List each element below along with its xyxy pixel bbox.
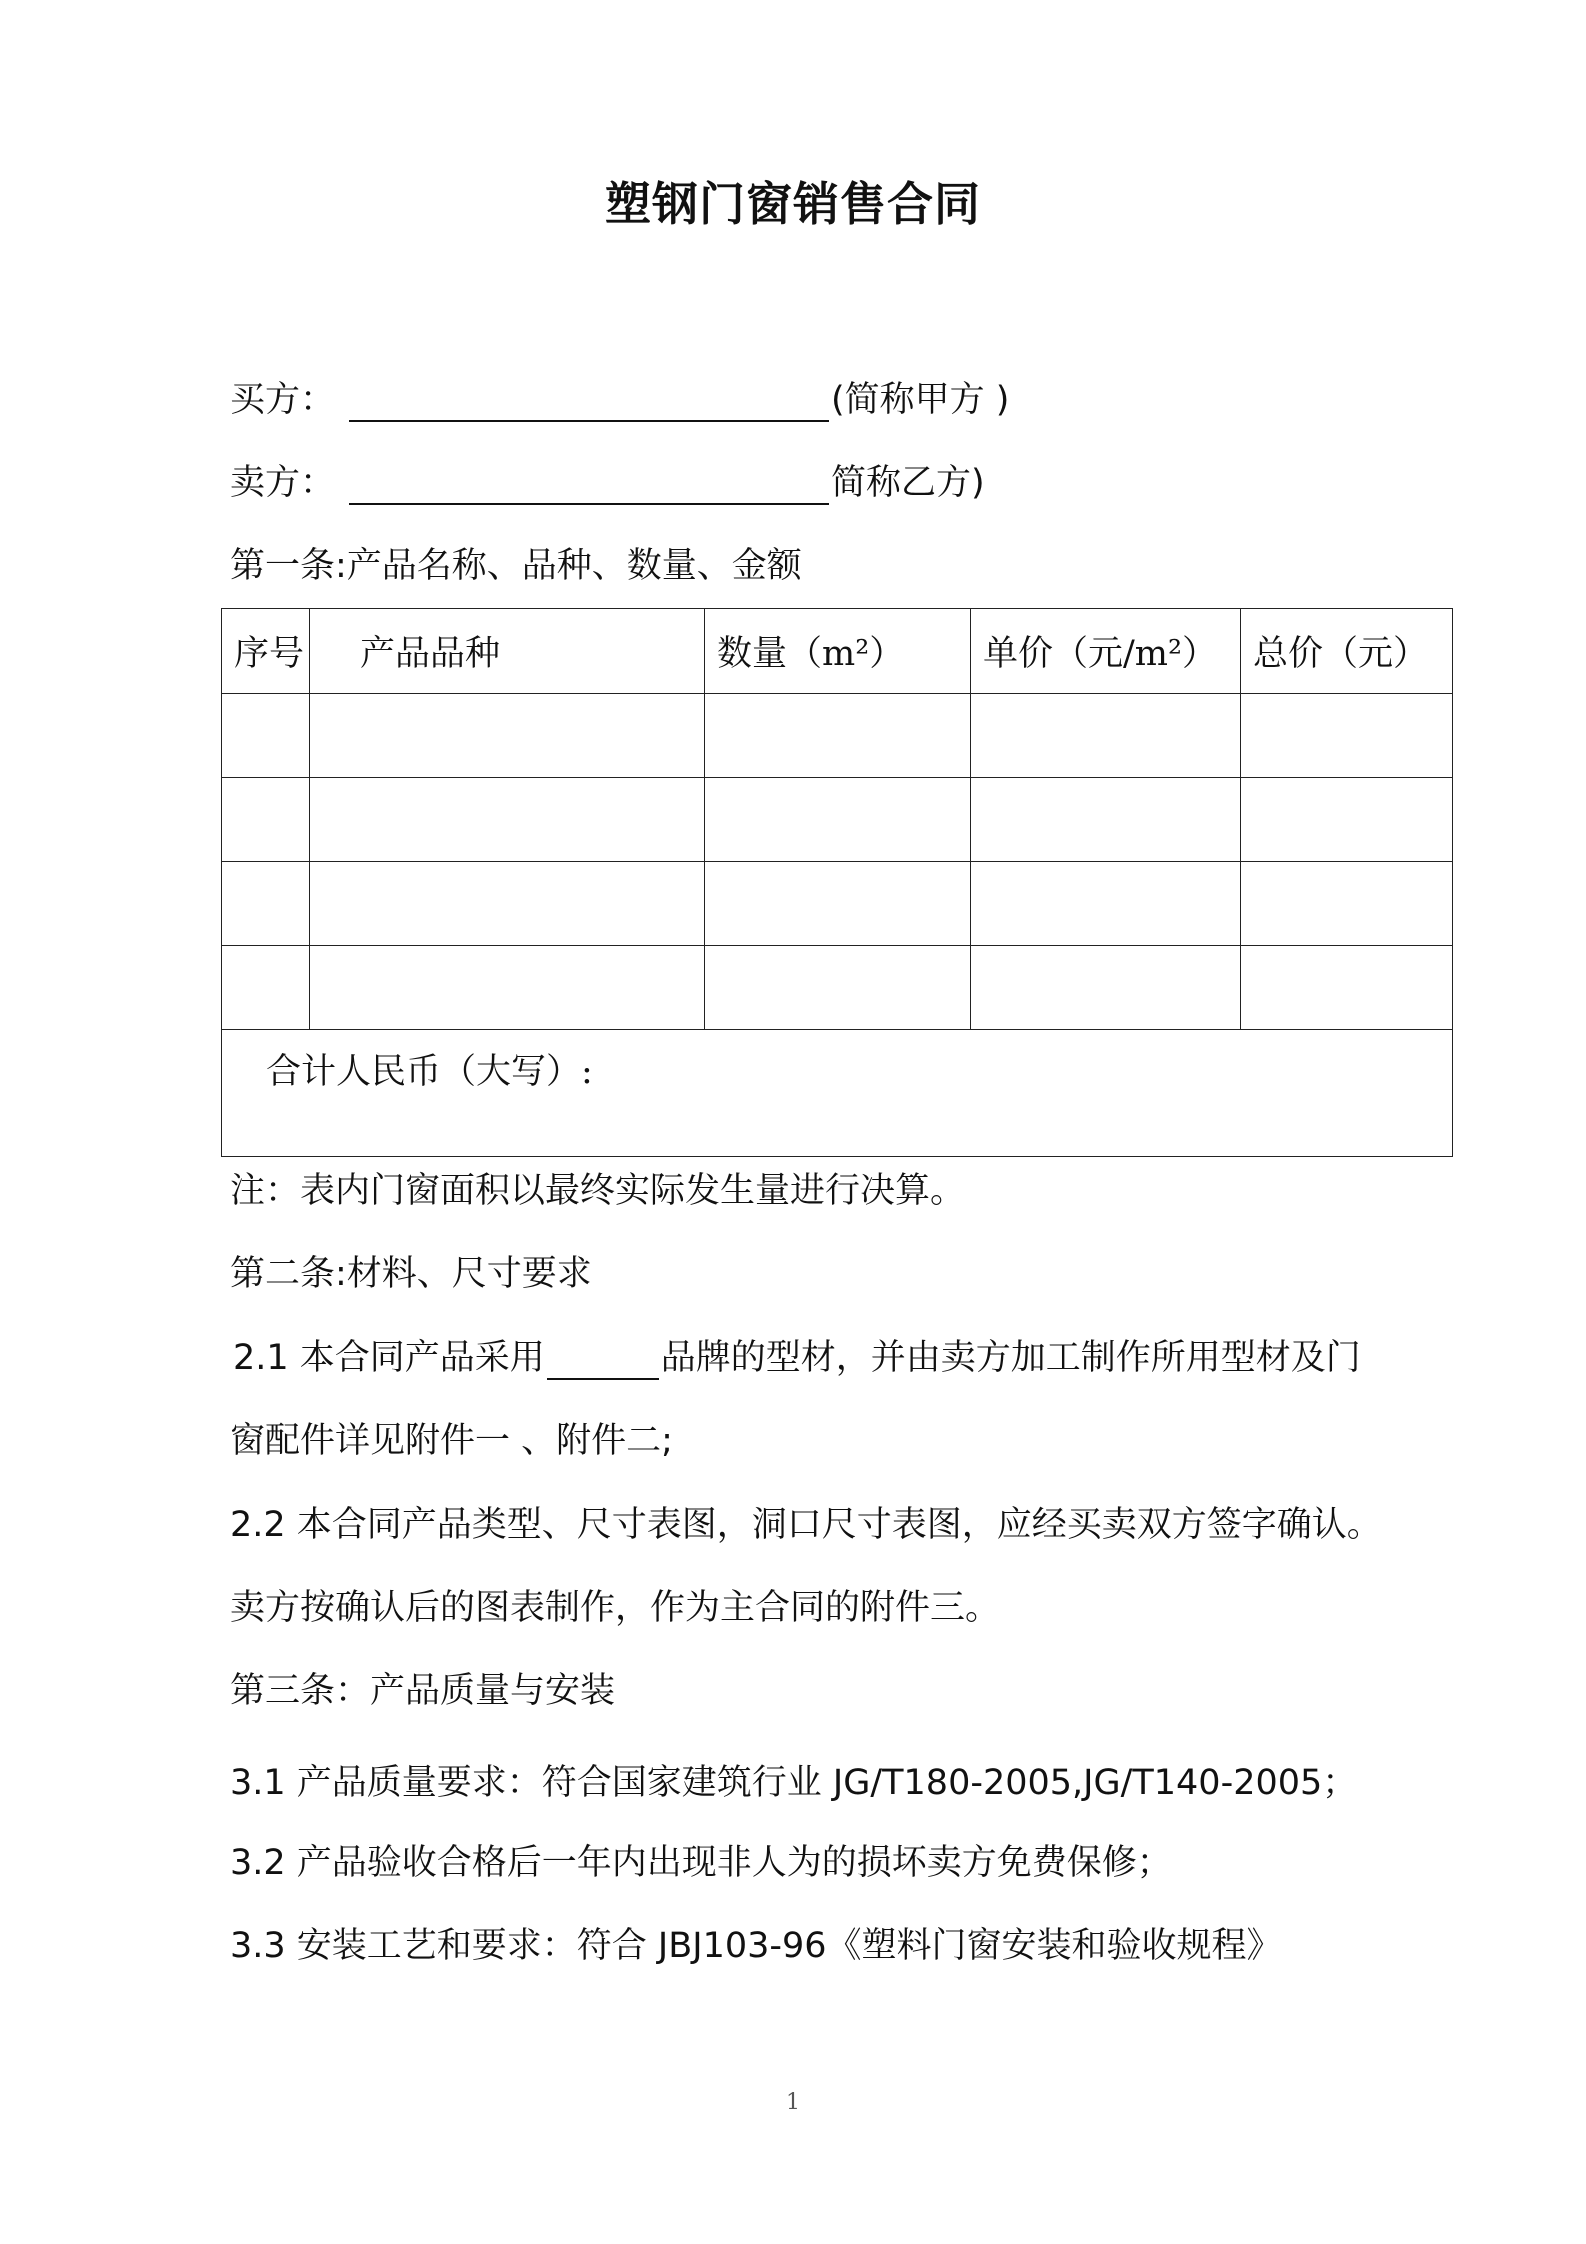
- clause-2-1-before: 2.1 本合同产品采用: [233, 1338, 545, 1378]
- clause-2-2: 2.2 本合同产品类型、尺寸表图，洞口尺寸表图，应经买卖双方签字确认。: [230, 1505, 1382, 1545]
- clause-3-2: 3.2 产品验收合格后一年内出现非人为的损坏卖方免费保修；: [230, 1843, 1172, 1883]
- table-cell[interactable]: [971, 694, 1241, 778]
- clause-3-3: 3.3 安装工艺和要求：符合 JBJ103-96《塑料门窗安装和验收规程》: [230, 1926, 1282, 1966]
- table-cell[interactable]: [310, 862, 705, 946]
- table-row: [222, 946, 1453, 1030]
- seller-suffix: 简称乙方): [831, 463, 985, 503]
- buyer-label: 买方：: [230, 380, 336, 420]
- article-3-heading: 第三条：产品质量与安装: [230, 1671, 616, 1711]
- total-amount-label[interactable]: 合计人民币（大写）:: [222, 1030, 1453, 1157]
- table-cell[interactable]: [222, 694, 310, 778]
- page-number: 1: [786, 2090, 800, 2115]
- seller-line: [230, 455, 985, 505]
- clause-2-1: [233, 1330, 1361, 1380]
- table-cell[interactable]: [1241, 946, 1453, 1030]
- table-row: [222, 862, 1453, 946]
- table-cell[interactable]: [971, 778, 1241, 862]
- total-row: [222, 1030, 1453, 1157]
- buyer-blank[interactable]: [349, 380, 829, 422]
- document-title: 塑钢门窗销售合同: [605, 177, 981, 231]
- table-cell[interactable]: [705, 946, 971, 1030]
- table-row: [222, 778, 1453, 862]
- buyer-line: [230, 372, 1009, 422]
- header-total-price: 总价（元）: [1241, 609, 1453, 694]
- clause-3-1: 3.1 产品质量要求：符合国家建筑行业 JG/T180-2005,JG/T140-2005；: [230, 1763, 1358, 1803]
- table-cell[interactable]: [1241, 862, 1453, 946]
- seller-blank[interactable]: [349, 463, 829, 505]
- header-product: 产品品种: [310, 609, 705, 694]
- table-cell[interactable]: [310, 778, 705, 862]
- table-cell[interactable]: [705, 862, 971, 946]
- header-index: 序号: [222, 609, 310, 694]
- table-row: [222, 694, 1453, 778]
- clause-2-2-continued: 卖方按确认后的图表制作，作为主合同的附件三。: [230, 1588, 1001, 1628]
- table-cell[interactable]: [222, 778, 310, 862]
- table-header-row: [222, 609, 1453, 694]
- article-2-heading: 第二条:材料、尺寸要求: [230, 1254, 592, 1294]
- clause-2-1-after: 品牌的型材，并由卖方加工制作所用型材及门: [660, 1338, 1361, 1378]
- table-cell[interactable]: [222, 862, 310, 946]
- table-note: 注：表内门窗面积以最终实际发生量进行决算。: [230, 1171, 966, 1211]
- table-cell[interactable]: [705, 694, 971, 778]
- seller-label: 卖方：: [230, 463, 336, 503]
- table-cell[interactable]: [1241, 694, 1453, 778]
- table-cell[interactable]: [310, 946, 705, 1030]
- header-unit-price: 单价（元/m²）: [971, 609, 1241, 694]
- table-cell[interactable]: [222, 946, 310, 1030]
- buyer-suffix: (简称甲方 ): [831, 380, 1010, 420]
- article-1-heading: 第一条:产品名称、品种、数量、金额: [230, 546, 802, 586]
- table-cell[interactable]: [705, 778, 971, 862]
- table-cell[interactable]: [971, 946, 1241, 1030]
- table-cell[interactable]: [971, 862, 1241, 946]
- clause-2-1-continued: 窗配件详见附件一 、附件二;: [230, 1421, 673, 1461]
- product-table: [221, 608, 1453, 1157]
- brand-blank[interactable]: [547, 1338, 659, 1380]
- table-cell[interactable]: [310, 694, 705, 778]
- header-quantity: 数量（m²）: [705, 609, 971, 694]
- table-cell[interactable]: [1241, 778, 1453, 862]
